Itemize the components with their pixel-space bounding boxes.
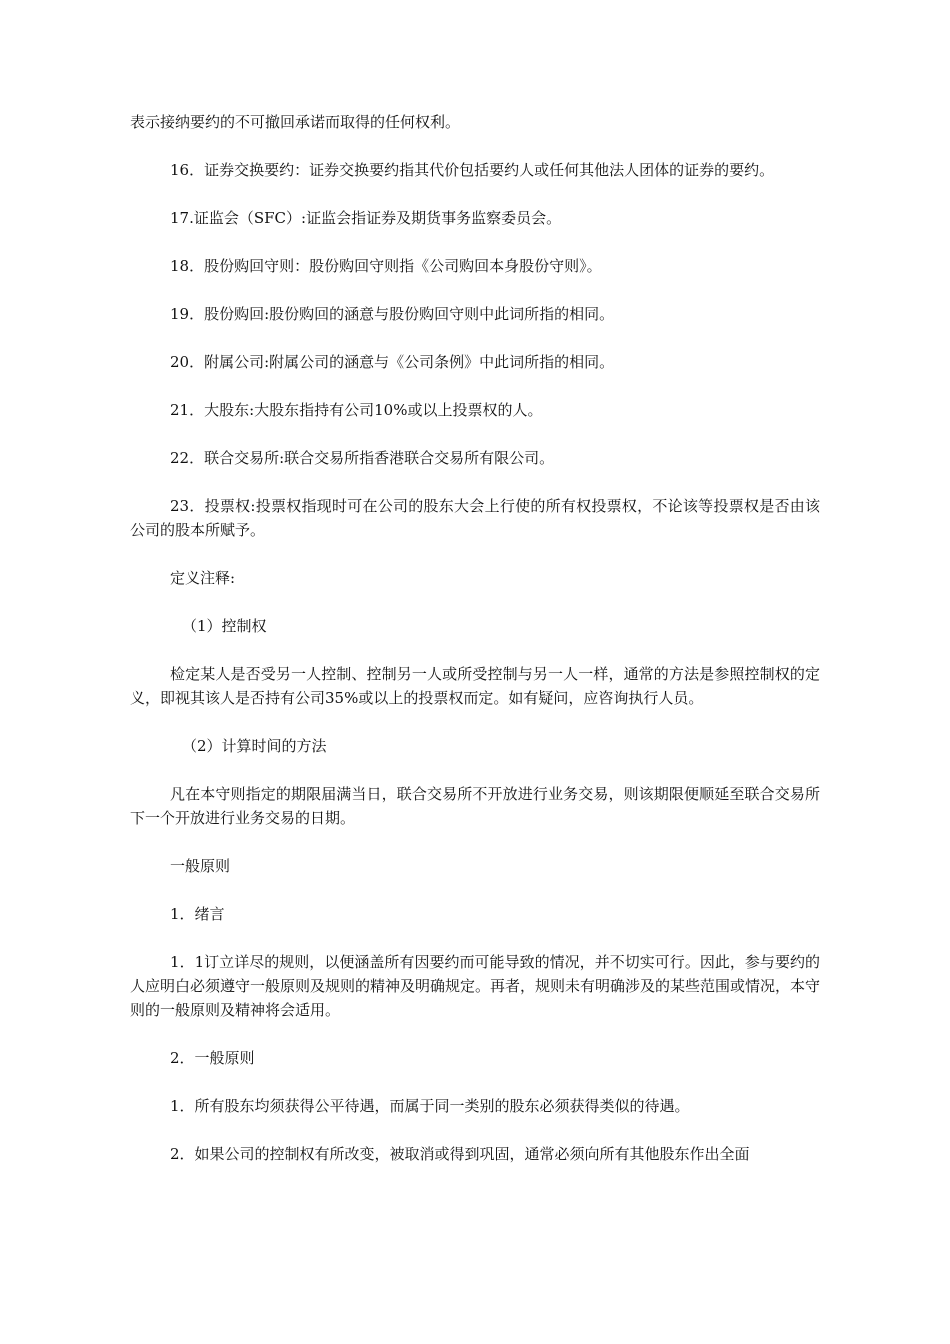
subsection-heading: （2）计算时间的方法 [182,737,327,755]
section-heading: 2．一般原则 [170,1049,255,1067]
document-body [130,110,820,1190]
paragraph: 21．大股东:大股东指持有公司10%或以上投票权的人。 [170,401,543,419]
paragraph: 表示接纳要约的不可撤回承诺而取得的任何权利。 [130,113,461,131]
paragraph: 1．1订立详尽的规则，以便涵盖所有因要约而可能导致的情况，并不切实可行。因此，参与要约的人应明白必须遵守一般原则及规则的精神及明确规定。再者，规则未有明确涉及的某些范围或情况，本守则的一般原则及精神将会适用。 [130,953,821,1019]
paragraph: 22．联合交易所:联合交易所指香港联合交易所有限公司。 [170,449,555,467]
paragraph: 凡在本守则指定的期限届满当日，联合交易所不开放进行业务交易，则该期限便顺延至联合交易所下一个开放进行业务交易的日期。 [130,785,820,827]
section-heading: 定义注释: [170,569,236,587]
paragraph: 19．股份购回:股份购回的涵意与股份购回守则中此词所指的相同。 [170,305,615,323]
paragraph: 17.证监会（SFC）:证监会指证券及期货事务监察委员会。 [170,209,562,227]
paragraph: 1．所有股东均须获得公平待遇，而属于同一类别的股东必须获得类似的待遇。 [170,1097,690,1115]
paragraph: 20．附属公司:附属公司的涵意与《公司条例》中此词所指的相同。 [170,353,615,371]
paragraph: 检定某人是否受另一人控制、控制另一人或所受控制与另一人一样，通常的方法是参照控制权的定义，即视其该人是否持有公司35%或以上的投票权而定。如有疑问，应咨询执行人员。 [130,665,820,707]
paragraph: 2．如果公司的控制权有所改变，被取消或得到巩固，通常必须向所有其他股东作出全面 [170,1145,750,1163]
paragraph: 18．股份购回守则：股份购回守则指《公司购回本身股份守则》。 [170,257,602,275]
paragraph: 23．投票权:投票权指现时可在公司的股东大会上行使的所有权投票权，不论该等投票权是否由该公司的股本所赋予。 [130,497,820,539]
section-heading: 一般原则 [170,857,231,875]
section-heading: 1．绪言 [170,905,225,923]
paragraph: 16．证券交换要约：证券交换要约指其代价包括要约人或任何其他法人团体的证券的要约。 [170,161,775,179]
subsection-heading: （1）控制权 [182,617,267,635]
